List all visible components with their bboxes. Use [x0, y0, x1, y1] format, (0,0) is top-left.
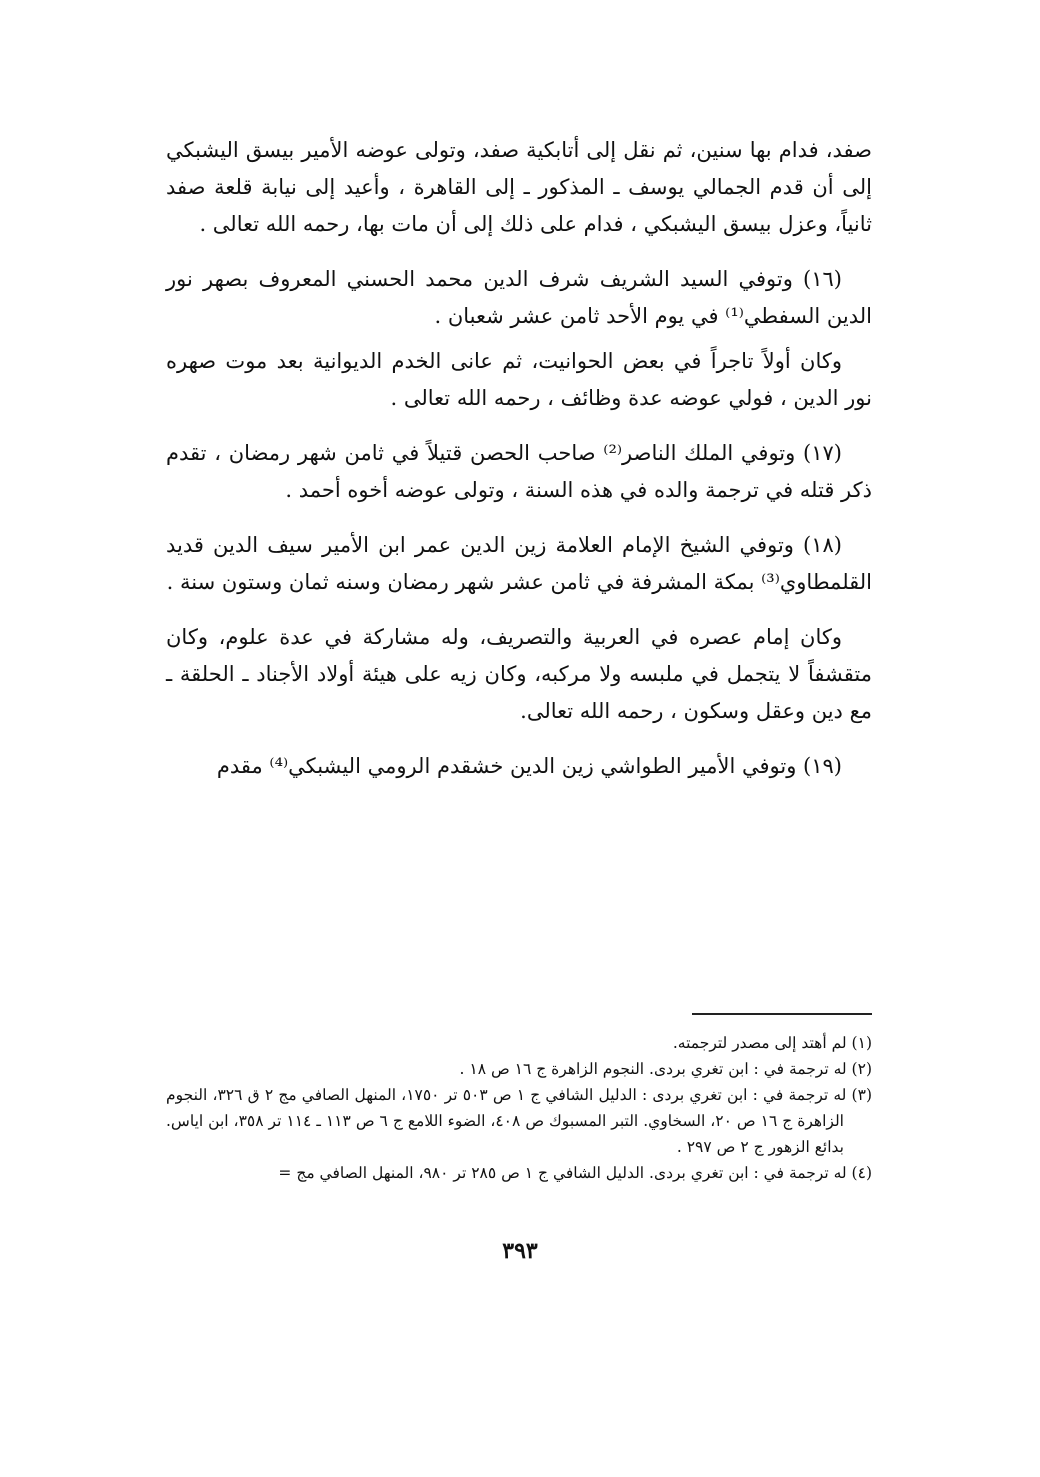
paragraph-entry-17: (١٧) وتوفي الملك الناصر⁽²⁾ صاحب الحصن قتيلاً في ثامن شهر رمضان ، تقدم ذكر قتله في ترجمة والده في هذه السنة ، وتولى عوضه أخوه أحمد .: [166, 441, 872, 502]
paragraph-entry-18-detail: وكان إمام عصره في العربية والتصريف، وله مشاركة في عدة علوم، وكان متقشفاً لا يتجمل في ملبسه ولا مركبه، وكان زيه على هيئة أولاد الأجناد ـ الحلقة ـ مع دين وعقل وسكون ، رحمه الله تعالى.: [166, 625, 872, 723]
footnote-3: (٣) له ترجمة في : ابن تغري بردى : الدليل الشافي ج ١ ص ٥٠٣ تر ١٧٥٠، المنهل الصافي مج ٢ ق ٣٢٦، النجوم الزاهرة ج ١٦ ص ٢٠، السخاوي. التبر المسبوك ص ٤٠٨، الضوء اللامع ج ٦ ص ١١٣ ـ ١١٤ تر ٣٥٨، ابن اياس. بدائع الزهور ج ٢ ص ٢٩٧ .: [166, 1086, 872, 1156]
main-text: [166, 132, 872, 803]
footnotes: [166, 1030, 872, 1186]
footnote-2: (٢) له ترجمة في : ابن تغري بردى. النجوم الزاهرة ج ١٦ ص ١٨ .: [459, 1060, 872, 1078]
paragraph-continuation: صفد، فدام بها سنين، ثم نقل إلى أتابكية صفد، وتولى عوضه الأمير بيسق اليشبكي إلى أن قدم الجمالي يوسف ـ المذكور ـ إلى القاهرة ، وأعيد إلى نيابة قلعة صفد ثانياً، وعزل بيسق اليشبكي ، فدام على ذلك إلى أن مات بها، رحمه الله تعالى .: [166, 138, 872, 236]
paragraph-entry-16: (١٦) وتوفي السيد الشريف شرف الدين محمد الحسني المعروف بصهر نور الدين السفطي⁽¹⁾ في يوم الأحد ثامن عشر شعبان .: [166, 267, 872, 328]
footnote-4: (٤) له ترجمة في : ابن تغري بردى. الدليل الشافي ج ١ ص ٢٨٥ تر ٩٨٠، المنهل الصافي مج =: [278, 1164, 872, 1182]
footnote-divider: [692, 1013, 872, 1015]
footnote-1: (١) لم أهتد إلى مصدر لترجمته.: [672, 1034, 872, 1052]
paragraph-entry-16-detail: وكان أولاً تاجراً في بعض الحوانيت، ثم عانى الخدم الديوانية بعد موت صهره نور الدين ، فولي عوضه عدة وظائف ، رحمه الله تعالى .: [166, 349, 872, 410]
paragraph-entry-19: (١٩) وتوفي الأمير الطواشي زين الدين خشقدم الرومي اليشبكي⁽⁴⁾ مقدم: [216, 754, 842, 778]
page-number: ٣٩٣: [502, 1238, 538, 1264]
paragraph-entry-18: (١٨) وتوفي الشيخ الإمام العلامة زين الدين عمر ابن الأمير سيف الدين قديد القلمطاوي⁽³⁾ بمكة المشرفة في ثامن عشر شهر رمضان وسنه ثمان وستون سنة .: [166, 533, 872, 594]
